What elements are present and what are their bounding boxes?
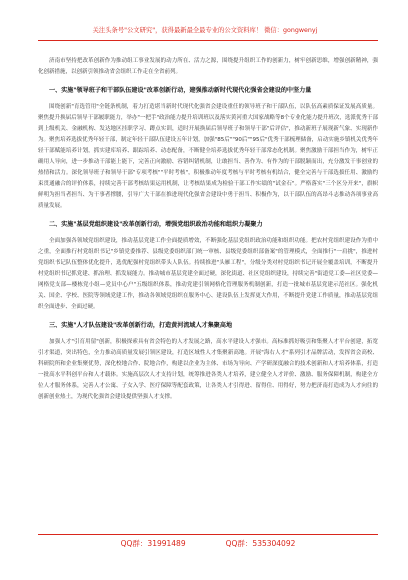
document-body — [38, 56, 378, 524]
top-divider — [38, 40, 378, 41]
section-1-paragraph: 围绕创新"育选管用"全链条机制，着力打造堪当新时代现代化强省会建设重任的领导班子和干部队伍，以队伍高素质保证发展高质量。聚焦提升换届后领导干部履职能力，举办"一把手"政治能力提升培训班以及落实黄河重大国家战略等8个专业化能力提升班次，选派优秀干部到上级机关、金融机构、发达地区挂职学习、蹲点实训，适时开展换届后领导班子和领导干部"后评估"，推动新班子展现新气象、实现新作为。聚焦培养选拔优秀年轻干部，制定年轻干部队伍建设五年计划，加强"85后""90后""95后"优秀干部梳理储备，启动实施乡镇机关优秀年轻干部赋能培养计划，抓实建库培养、跟踪培养、动态配备，不断健全培养选拔优秀年轻干部常态化机制。聚焦激励干部担当作为，树牢正确用人导向，进一步推动干部能上能下，完善正向激励、容错纠错机制，让敢担当、善作为、有作为的干部脱颖而出，充分激发干事创业的热情和活力。深化领导班子和领导干部"专项考核""平时考核"，积极推动年度考核与平时考核有机结合，健全完善与干部选拔任用、激励约束贯通融合的评价体系，持续完善干部考核结果运用机制，让考核结果成为检验干部工作实绩的"试金石"。严格落实"三个区分开来"，旗帜鲜明为担当者担当、为干事者撑腰，引导广大干部在推进现代化强省会建设中勇于担当、积极作为，以干部队伍的高昂斗志推动各项事业高质量发展。 — [38, 104, 378, 209]
footer-qq-group-2: QQ群：535304092 — [225, 539, 296, 548]
section-1-heading: 一、实施"领导班子和干部队伍建设"改革创新行动，建强推动新时代现代化强省会建设的中坚力量 — [49, 87, 312, 94]
section-2-heading: 二、实施"基层党组织建设"改革创新行动，增强党组织政治功能和组织力凝聚力 — [49, 221, 263, 228]
footer — [38, 538, 378, 552]
section-2-paragraph: 全面加强各领域党组织建设，推动基层党建工作全面提质增效，不断强化基层党组织政治功能和组织功能。把农村党组织建设作为重中之重，全面推行村党组织书记"乡镇党委推荐、县级党委组织部门统一审核、县级党委组织部备案"的管理模式，全面推行"一肩挑"，推进村党组织书记队伍整体优化提升，选优配强村党组织带头人队伍。持续推进"头雁工程"，分级分类对村党组织书记开展全覆盖培训，不断提升村党组织书记抓党建、抓治理、抓发展能力。推动城市基层党建全面过硬，深化街道、社区党组织建设，持续完善"街道党工委—社区党委—网格党支部—楼栋党小组—党员中心户"五级组织体系，推动党建引领网格化管理服务机制创新，打造一批城市基层党建示范社区。强化机关、国企、学校、医院等领域党建工作，推动各领域党组织在服务中心、建设队伍上发挥更大作用，不断提升党建工作质量，推动基层党组织全面进步、全面过硬。 — [38, 238, 378, 310]
section-3-paragraph: 加强人才"引育用留"创新，积极探索具有省会特色的人才发展之路，高水平建设人才强市。高标准抓好吸引和集聚人才平台创建，拓宽引才渠道，突出特色，全力推动高质量发展引领区建设，打造区域性人才集聚新高地。开展"海右人才"系列引才品牌活动，发挥省会高校、科研院所和企业集聚优势，深化校地合作、院地合作，构建以企业为主体、市场为导向、产学研深度融合的技术创新和人才培养体系，打造一批高水平科创平台和人才载体。实施高层次人才支持计划，统筹推进各类人才培养，建立健全人才评价、激励、服务保障机制，构建全方位人才服务体系，完善人才公寓、子女入学、医疗保障等配套政策，让各类人才引得进、留得住、用得好，努力把济南打造成为人才向往的创新创业热土，为现代化强省会建设提供坚强人才支撑。 — [38, 339, 378, 400]
bottom-divider — [38, 534, 378, 535]
footer-qq-group-1: QQ群：31991489 — [120, 539, 186, 548]
intro-paragraph: 济南市坚持把改革创新作为推动组工事业发展的动力所在、活力之源，围绕提升组织工作的创新力，树牢创新思维，增强创新精神，强化创新措施，以创新引领推动省会组织工作走在全省前列。 — [38, 58, 378, 75]
section-3-heading: 三、实施"人才队伍建设"改革创新行动，打造黄河流域人才集聚高地 — [49, 322, 233, 329]
top-banner: 关注头条号"公文研究"，获得最新最全最专业的公文资料库！ 微信：gongwenyj — [92, 27, 318, 34]
